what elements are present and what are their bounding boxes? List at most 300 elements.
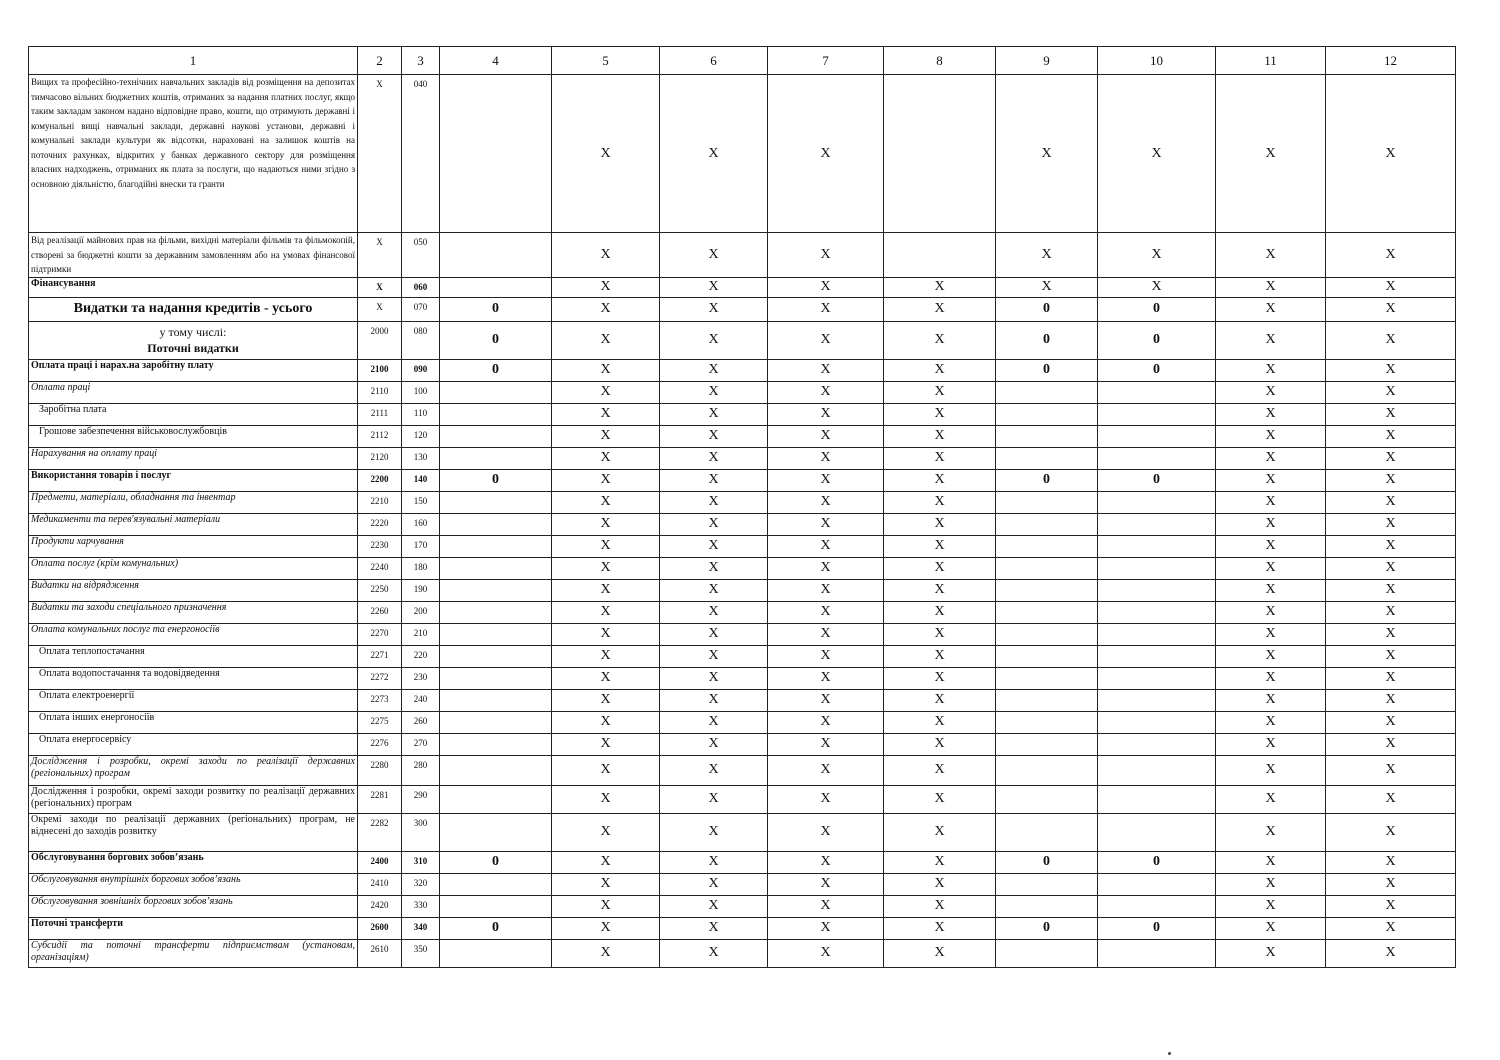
- row-code-cell: 220: [402, 645, 440, 667]
- value-cell-col-8: X: [884, 917, 996, 939]
- value-cell-col-6: X: [660, 359, 768, 381]
- value-cell-col-6: X: [660, 557, 768, 579]
- value-cell-col-11: X: [1216, 895, 1326, 917]
- value-cell-col-6: X: [660, 425, 768, 447]
- value-cell-col-4: [440, 895, 552, 917]
- value-cell-col-8: [884, 233, 996, 278]
- value-cell-col-9: 0: [996, 359, 1098, 381]
- value-cell-col-6: X: [660, 755, 768, 785]
- value-cell-col-6: X: [660, 277, 768, 297]
- row-description: Нарахування на оплату праці: [29, 447, 358, 469]
- value-cell-col-4: [440, 873, 552, 895]
- value-cell-col-11: X: [1216, 851, 1326, 873]
- value-cell-col-11: X: [1216, 667, 1326, 689]
- value-cell-col-8: X: [884, 851, 996, 873]
- row-code-cell: 190: [402, 579, 440, 601]
- value-cell-col-5: X: [552, 425, 660, 447]
- value-cell-col-7: X: [768, 297, 884, 321]
- value-cell-col-5: X: [552, 895, 660, 917]
- value-cell-col-10: [1098, 535, 1216, 557]
- kekv-code-cell: X: [358, 233, 402, 278]
- row-code-cell: 290: [402, 785, 440, 813]
- value-cell-col-12: X: [1326, 895, 1456, 917]
- value-cell-col-8: X: [884, 579, 996, 601]
- value-cell-col-9: 0: [996, 297, 1098, 321]
- row-code-cell: 320: [402, 873, 440, 895]
- value-cell-col-11: X: [1216, 297, 1326, 321]
- value-cell-col-9: [996, 447, 1098, 469]
- value-cell-col-5: X: [552, 667, 660, 689]
- value-cell-col-5: X: [552, 233, 660, 278]
- value-cell-col-9: [996, 425, 1098, 447]
- value-cell-col-10: [1098, 513, 1216, 535]
- value-cell-col-5: X: [552, 381, 660, 403]
- value-cell-col-7: X: [768, 917, 884, 939]
- table-row: [29, 601, 1456, 623]
- value-cell-col-9: [996, 689, 1098, 711]
- value-cell-col-12: X: [1326, 447, 1456, 469]
- value-cell-col-12: X: [1326, 645, 1456, 667]
- row-code-cell: 350: [402, 939, 440, 967]
- kekv-code-cell: X: [358, 277, 402, 297]
- column-header-9: 9: [996, 47, 1098, 75]
- value-cell-col-11: X: [1216, 535, 1326, 557]
- scan-speck: [1168, 1052, 1171, 1055]
- column-header-6: 6: [660, 47, 768, 75]
- value-cell-col-4: [440, 785, 552, 813]
- row-description: Видатки на відрядження: [29, 579, 358, 601]
- value-cell-col-8: X: [884, 321, 996, 359]
- value-cell-col-12: X: [1326, 297, 1456, 321]
- value-cell-col-4: 0: [440, 469, 552, 491]
- value-cell-col-4: [440, 667, 552, 689]
- row-description: Використання товарів і послуг: [29, 469, 358, 491]
- table-row: [29, 535, 1456, 557]
- kekv-code-cell: 2112: [358, 425, 402, 447]
- kekv-code-cell: 2420: [358, 895, 402, 917]
- value-cell-col-5: X: [552, 785, 660, 813]
- row-description: Видатки та заходи спеціального призначення: [29, 601, 358, 623]
- value-cell-col-8: X: [884, 733, 996, 755]
- row-description: Грошове забезпечення військовослужбовців: [29, 425, 358, 447]
- row-description: Оплата водопостачання та водовідведення: [29, 667, 358, 689]
- value-cell-col-8: X: [884, 535, 996, 557]
- table-row: [29, 895, 1456, 917]
- value-cell-col-12: X: [1326, 535, 1456, 557]
- row-description: Оплата теплопостачання: [29, 645, 358, 667]
- value-cell-col-9: [996, 873, 1098, 895]
- value-cell-col-7: X: [768, 785, 884, 813]
- kekv-code-cell: 2260: [358, 601, 402, 623]
- table-row: [29, 785, 1456, 813]
- value-cell-col-6: X: [660, 491, 768, 513]
- value-cell-col-12: X: [1326, 359, 1456, 381]
- kekv-code-cell: 2280: [358, 755, 402, 785]
- value-cell-col-9: [996, 939, 1098, 967]
- table-row: [29, 381, 1456, 403]
- row-description-line: у тому числі:: [159, 325, 227, 339]
- row-description: Від реалізації майнових прав на фільми, вихідні матеріали фільмів та фільмокопій, створені за бюджетні кошти за державним замовленням або на умовах фінансової підтримки: [29, 233, 358, 278]
- value-cell-col-10: [1098, 939, 1216, 967]
- value-cell-col-8: X: [884, 513, 996, 535]
- value-cell-col-10: [1098, 813, 1216, 851]
- row-description: Субсидії та поточні трансферти підприємствам (установам, організаціям): [29, 939, 358, 967]
- row-code-cell: 090: [402, 359, 440, 381]
- value-cell-col-12: X: [1326, 755, 1456, 785]
- value-cell-col-4: [440, 689, 552, 711]
- row-description: Поточні трансферти: [29, 917, 358, 939]
- value-cell-col-6: X: [660, 851, 768, 873]
- value-cell-col-9: [996, 381, 1098, 403]
- table-row: [29, 233, 1456, 278]
- table-row: [29, 579, 1456, 601]
- value-cell-col-4: [440, 233, 552, 278]
- column-header-11: 11: [1216, 47, 1326, 75]
- value-cell-col-6: X: [660, 75, 768, 233]
- value-cell-col-6: X: [660, 469, 768, 491]
- value-cell-col-4: [440, 623, 552, 645]
- value-cell-col-8: X: [884, 689, 996, 711]
- value-cell-col-9: [996, 601, 1098, 623]
- value-cell-col-11: X: [1216, 733, 1326, 755]
- value-cell-col-9: [996, 579, 1098, 601]
- value-cell-col-6: X: [660, 447, 768, 469]
- value-cell-col-8: X: [884, 425, 996, 447]
- value-cell-col-5: X: [552, 939, 660, 967]
- value-cell-col-7: X: [768, 667, 884, 689]
- value-cell-col-11: X: [1216, 645, 1326, 667]
- value-cell-col-9: [996, 813, 1098, 851]
- value-cell-col-9: X: [996, 277, 1098, 297]
- value-cell-col-10: X: [1098, 75, 1216, 233]
- value-cell-col-5: X: [552, 491, 660, 513]
- row-code-cell: 270: [402, 733, 440, 755]
- value-cell-col-4: 0: [440, 321, 552, 359]
- row-description: [29, 321, 358, 359]
- value-cell-col-8: X: [884, 491, 996, 513]
- table-row: [29, 425, 1456, 447]
- value-cell-col-6: X: [660, 873, 768, 895]
- kekv-code-cell: 2410: [358, 873, 402, 895]
- value-cell-col-9: [996, 557, 1098, 579]
- value-cell-col-8: X: [884, 623, 996, 645]
- value-cell-col-5: X: [552, 579, 660, 601]
- kekv-code-cell: 2281: [358, 785, 402, 813]
- value-cell-col-5: X: [552, 535, 660, 557]
- value-cell-col-4: [440, 447, 552, 469]
- value-cell-col-8: X: [884, 277, 996, 297]
- value-cell-col-10: [1098, 601, 1216, 623]
- column-header-12: 12: [1326, 47, 1456, 75]
- row-description: Обслуговування боргових зобов’язань: [29, 851, 358, 873]
- row-code-cell: 180: [402, 557, 440, 579]
- value-cell-col-8: X: [884, 381, 996, 403]
- value-cell-col-6: X: [660, 917, 768, 939]
- value-cell-col-10: [1098, 403, 1216, 425]
- value-cell-col-6: X: [660, 513, 768, 535]
- value-cell-col-5: X: [552, 557, 660, 579]
- value-cell-col-12: X: [1326, 491, 1456, 513]
- value-cell-col-5: X: [552, 403, 660, 425]
- value-cell-col-8: X: [884, 755, 996, 785]
- value-cell-col-8: X: [884, 785, 996, 813]
- value-cell-col-11: X: [1216, 939, 1326, 967]
- value-cell-col-7: X: [768, 321, 884, 359]
- value-cell-col-4: [440, 513, 552, 535]
- value-cell-col-6: X: [660, 321, 768, 359]
- value-cell-col-10: [1098, 873, 1216, 895]
- column-number-header: [29, 47, 1456, 75]
- kekv-code-cell: 2275: [358, 711, 402, 733]
- value-cell-col-11: X: [1216, 491, 1326, 513]
- kekv-code-cell: 2600: [358, 917, 402, 939]
- value-cell-col-5: X: [552, 755, 660, 785]
- row-code-cell: 280: [402, 755, 440, 785]
- value-cell-col-9: [996, 711, 1098, 733]
- value-cell-col-12: X: [1326, 667, 1456, 689]
- value-cell-col-8: X: [884, 645, 996, 667]
- kekv-code-cell: 2610: [358, 939, 402, 967]
- value-cell-col-6: X: [660, 939, 768, 967]
- value-cell-col-9: 0: [996, 469, 1098, 491]
- value-cell-col-10: [1098, 425, 1216, 447]
- value-cell-col-9: [996, 645, 1098, 667]
- table-row: [29, 513, 1456, 535]
- value-cell-col-10: 0: [1098, 469, 1216, 491]
- value-cell-col-7: X: [768, 755, 884, 785]
- value-cell-col-11: X: [1216, 755, 1326, 785]
- value-cell-col-10: [1098, 447, 1216, 469]
- value-cell-col-10: [1098, 785, 1216, 813]
- row-code-cell: 310: [402, 851, 440, 873]
- value-cell-col-9: 0: [996, 917, 1098, 939]
- row-description: Видатки та надання кредитів - усього: [29, 297, 358, 321]
- value-cell-col-4: [440, 601, 552, 623]
- row-description: Продукти харчування: [29, 535, 358, 557]
- value-cell-col-12: X: [1326, 321, 1456, 359]
- value-cell-col-10: 0: [1098, 917, 1216, 939]
- column-header-8: 8: [884, 47, 996, 75]
- value-cell-col-7: X: [768, 601, 884, 623]
- value-cell-col-7: X: [768, 469, 884, 491]
- kekv-code-cell: 2120: [358, 447, 402, 469]
- value-cell-col-12: X: [1326, 689, 1456, 711]
- value-cell-col-9: [996, 895, 1098, 917]
- column-header-5: 5: [552, 47, 660, 75]
- value-cell-col-5: X: [552, 711, 660, 733]
- row-code-cell: 300: [402, 813, 440, 851]
- kekv-code-cell: 2230: [358, 535, 402, 557]
- value-cell-col-7: X: [768, 895, 884, 917]
- value-cell-col-12: X: [1326, 601, 1456, 623]
- row-description: Медикаменти та перев'язувальні матеріали: [29, 513, 358, 535]
- value-cell-col-6: X: [660, 601, 768, 623]
- value-cell-col-8: X: [884, 813, 996, 851]
- value-cell-col-4: [440, 535, 552, 557]
- row-description: Фінансування: [29, 277, 358, 297]
- value-cell-col-5: X: [552, 513, 660, 535]
- row-description: Окремі заходи по реалізації державних (регіональних) програм, не віднесені до заходів розвитку: [29, 813, 358, 851]
- value-cell-col-12: X: [1326, 813, 1456, 851]
- kekv-code-cell: 2210: [358, 491, 402, 513]
- value-cell-col-9: 0: [996, 851, 1098, 873]
- value-cell-col-7: X: [768, 939, 884, 967]
- row-description: Обслуговування зовнішніх боргових зобов’язань: [29, 895, 358, 917]
- value-cell-col-12: X: [1326, 711, 1456, 733]
- value-cell-col-10: [1098, 733, 1216, 755]
- value-cell-col-5: X: [552, 813, 660, 851]
- value-cell-col-11: X: [1216, 623, 1326, 645]
- value-cell-col-6: X: [660, 623, 768, 645]
- value-cell-col-4: [440, 381, 552, 403]
- value-cell-col-7: X: [768, 403, 884, 425]
- kekv-code-cell: 2400: [358, 851, 402, 873]
- table-row: [29, 917, 1456, 939]
- row-code-cell: 050: [402, 233, 440, 278]
- value-cell-col-7: X: [768, 75, 884, 233]
- kekv-code-cell: 2111: [358, 403, 402, 425]
- kekv-code-cell: X: [358, 75, 402, 233]
- value-cell-col-8: X: [884, 667, 996, 689]
- value-cell-col-10: [1098, 895, 1216, 917]
- value-cell-col-6: X: [660, 579, 768, 601]
- value-cell-col-7: X: [768, 711, 884, 733]
- value-cell-col-7: X: [768, 645, 884, 667]
- value-cell-col-10: [1098, 645, 1216, 667]
- table-row: [29, 359, 1456, 381]
- table-row: [29, 851, 1456, 873]
- value-cell-col-11: X: [1216, 601, 1326, 623]
- row-code-cell: 040: [402, 75, 440, 233]
- value-cell-col-12: X: [1326, 425, 1456, 447]
- value-cell-col-7: X: [768, 425, 884, 447]
- table-row: [29, 939, 1456, 967]
- value-cell-col-7: X: [768, 535, 884, 557]
- kekv-code-cell: 2250: [358, 579, 402, 601]
- value-cell-col-7: X: [768, 689, 884, 711]
- value-cell-col-6: X: [660, 297, 768, 321]
- value-cell-col-11: X: [1216, 425, 1326, 447]
- value-cell-col-4: [440, 579, 552, 601]
- value-cell-col-11: X: [1216, 513, 1326, 535]
- row-description: Оплата послуг (крім комунальних): [29, 557, 358, 579]
- row-code-cell: 330: [402, 895, 440, 917]
- value-cell-col-4: 0: [440, 851, 552, 873]
- table-row: [29, 813, 1456, 851]
- value-cell-col-8: X: [884, 447, 996, 469]
- row-code-cell: 230: [402, 667, 440, 689]
- value-cell-col-8: X: [884, 469, 996, 491]
- value-cell-col-4: 0: [440, 359, 552, 381]
- value-cell-col-4: [440, 939, 552, 967]
- value-cell-col-11: X: [1216, 233, 1326, 278]
- value-cell-col-12: X: [1326, 277, 1456, 297]
- row-description: Оплата енергосервісу: [29, 733, 358, 755]
- value-cell-col-10: X: [1098, 277, 1216, 297]
- kekv-code-cell: 2200: [358, 469, 402, 491]
- value-cell-col-4: [440, 403, 552, 425]
- row-code-cell: 200: [402, 601, 440, 623]
- row-description: Заробітна плата: [29, 403, 358, 425]
- value-cell-col-6: X: [660, 535, 768, 557]
- value-cell-col-6: X: [660, 403, 768, 425]
- value-cell-col-6: X: [660, 667, 768, 689]
- value-cell-col-12: X: [1326, 917, 1456, 939]
- table-row: [29, 873, 1456, 895]
- value-cell-col-7: X: [768, 447, 884, 469]
- report-table: [28, 46, 1456, 968]
- value-cell-col-9: [996, 513, 1098, 535]
- value-cell-col-5: X: [552, 601, 660, 623]
- value-cell-col-7: X: [768, 359, 884, 381]
- kekv-code-cell: 2240: [358, 557, 402, 579]
- value-cell-col-4: [440, 645, 552, 667]
- value-cell-col-7: X: [768, 579, 884, 601]
- value-cell-col-11: X: [1216, 917, 1326, 939]
- value-cell-col-11: X: [1216, 469, 1326, 491]
- value-cell-col-10: [1098, 667, 1216, 689]
- table-row: [29, 297, 1456, 321]
- table-row: [29, 277, 1456, 297]
- value-cell-col-11: X: [1216, 321, 1326, 359]
- value-cell-col-8: X: [884, 557, 996, 579]
- row-description: Оплата праці і нарах.на заробітну плату: [29, 359, 358, 381]
- row-description: Обслуговування внутрішніх боргових зобов’язань: [29, 873, 358, 895]
- value-cell-col-12: X: [1326, 785, 1456, 813]
- kekv-code-cell: 2110: [358, 381, 402, 403]
- value-cell-col-7: X: [768, 623, 884, 645]
- value-cell-col-12: X: [1326, 851, 1456, 873]
- row-code-cell: 100: [402, 381, 440, 403]
- value-cell-col-11: X: [1216, 447, 1326, 469]
- value-cell-col-7: X: [768, 733, 884, 755]
- kekv-code-cell: 2276: [358, 733, 402, 755]
- value-cell-col-12: X: [1326, 469, 1456, 491]
- value-cell-col-11: X: [1216, 277, 1326, 297]
- value-cell-col-11: X: [1216, 75, 1326, 233]
- value-cell-col-10: [1098, 491, 1216, 513]
- kekv-code-cell: 2273: [358, 689, 402, 711]
- value-cell-col-10: 0: [1098, 297, 1216, 321]
- value-cell-col-6: X: [660, 381, 768, 403]
- row-code-cell: 070: [402, 297, 440, 321]
- column-header-4: 4: [440, 47, 552, 75]
- row-code-cell: 340: [402, 917, 440, 939]
- value-cell-col-8: X: [884, 403, 996, 425]
- value-cell-col-5: X: [552, 873, 660, 895]
- row-description: Оплата праці: [29, 381, 358, 403]
- table-row: [29, 447, 1456, 469]
- table-row: [29, 623, 1456, 645]
- value-cell-col-12: X: [1326, 403, 1456, 425]
- kekv-code-cell: 2282: [358, 813, 402, 851]
- row-code-cell: 260: [402, 711, 440, 733]
- value-cell-col-5: X: [552, 277, 660, 297]
- value-cell-col-12: X: [1326, 233, 1456, 278]
- value-cell-col-8: X: [884, 873, 996, 895]
- value-cell-col-4: [440, 491, 552, 513]
- value-cell-col-5: X: [552, 447, 660, 469]
- value-cell-col-4: [440, 557, 552, 579]
- row-code-cell: 170: [402, 535, 440, 557]
- value-cell-col-4: [440, 75, 552, 233]
- row-description: Предмети, матеріали, обладнання та інвентар: [29, 491, 358, 513]
- value-cell-col-11: X: [1216, 711, 1326, 733]
- row-description-subtitle: Поточні видатки: [147, 341, 239, 355]
- value-cell-col-12: X: [1326, 579, 1456, 601]
- table-row: [29, 711, 1456, 733]
- value-cell-col-11: X: [1216, 579, 1326, 601]
